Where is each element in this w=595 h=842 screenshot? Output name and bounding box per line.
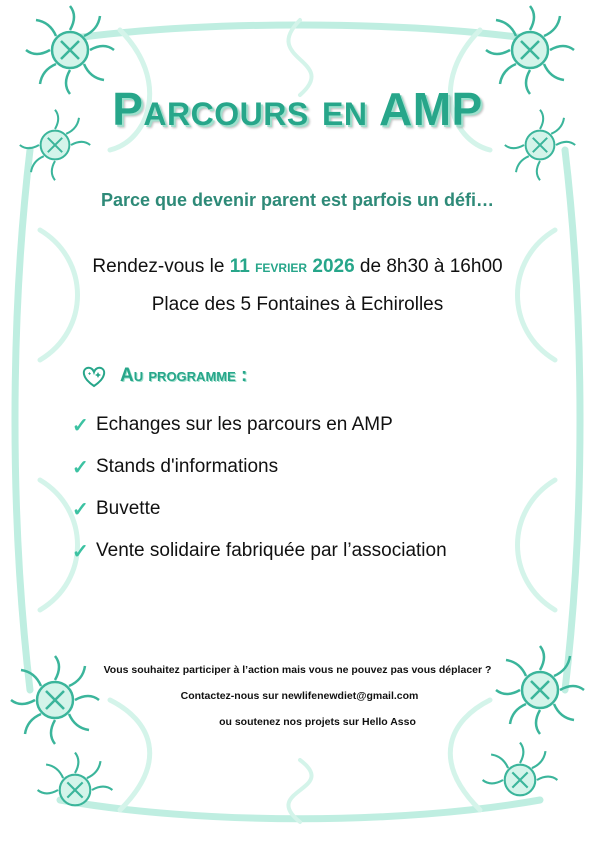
event-date-line bbox=[0, 256, 595, 278]
check-icon: ✓ bbox=[72, 456, 89, 479]
check-icon: ✓ bbox=[72, 414, 89, 437]
date-month: fevrier bbox=[255, 257, 308, 276]
program-heading bbox=[80, 364, 247, 388]
footer-contact: Contactez-nous sur newlifenewdiet@gmail.com bbox=[180, 690, 419, 702]
check-icon: ✓ bbox=[72, 540, 89, 563]
list-item bbox=[72, 530, 447, 572]
event-location: Place des 5 Fontaines à Echirolles bbox=[151, 294, 444, 315]
date-year: 2026 bbox=[307, 256, 355, 277]
check-icon: ✓ bbox=[72, 498, 89, 521]
event-subtitle: Parce que devenir parent est parfois un défi… bbox=[100, 190, 495, 210]
list-item bbox=[72, 446, 447, 488]
list-item bbox=[72, 404, 447, 446]
footer-support: ou soutenez nos projets sur Hello Asso bbox=[219, 716, 416, 728]
list-item-text: Vente solidaire fabriquée par l’association bbox=[96, 540, 447, 561]
list-item-text: Buvette bbox=[96, 498, 161, 519]
date-prefix: Rendez-vous le bbox=[92, 256, 230, 277]
program-list bbox=[72, 404, 447, 572]
event-title: Parcours en AMP bbox=[112, 83, 483, 135]
date-day: 11 bbox=[229, 256, 256, 277]
program-heading-label: Au programme : bbox=[120, 365, 248, 386]
heart-sparkle-icon bbox=[80, 364, 108, 388]
list-item bbox=[72, 488, 447, 530]
list-item-text: Echanges sur les parcours en AMP bbox=[96, 414, 393, 435]
date-hours: de 8h30 à 16h00 bbox=[354, 256, 503, 277]
list-item-text: Stands d'informations bbox=[96, 456, 279, 477]
footer-question: Vous souhaitez participer à l’action mais vous ne pouvez pas vous déplacer ? bbox=[103, 664, 492, 676]
